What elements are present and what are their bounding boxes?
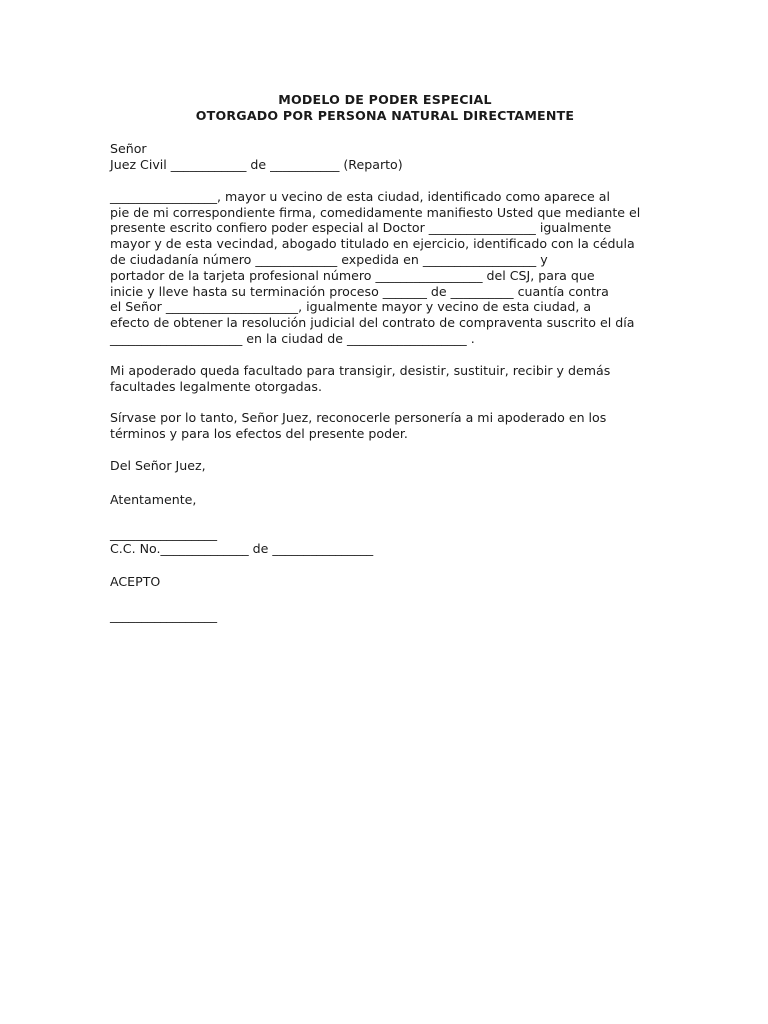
body-line: _________________, mayor u vecino de esta ciudad, identificado como aparece al xyxy=(110,188,611,204)
body-line: mayor y de esta vecindad, abogado titulado en ejercicio, identificado con la cédula xyxy=(110,236,635,252)
faculties-line: facultades legalmente otorgadas. xyxy=(110,378,322,394)
body-line: pie de mi correspondiente firma, comedidamente manifiesto Usted que mediante el xyxy=(110,204,641,220)
title-line-1: MODELO DE PODER ESPECIAL xyxy=(278,92,492,107)
body-line: _____________________ en la ciudad de ___________________ . xyxy=(110,330,475,346)
request-paragraph xyxy=(110,410,660,442)
request-line: Sírvase por lo tanto, Señor Juez, reconocerle personería a mi apoderado en los xyxy=(110,410,607,426)
document-page xyxy=(110,92,660,624)
document-title xyxy=(110,92,660,123)
body-line: portador de la tarjeta profesional número _________________ del CSJ, para que xyxy=(110,267,595,283)
salutation: Del Señor Juez, xyxy=(110,457,206,473)
request-line: términos y para los efectos del presente poder. xyxy=(110,426,408,442)
body-line: inicie y lleve hasta su terminación proceso _______ de __________ cuantía contra xyxy=(110,283,609,299)
title-line-2: OTORGADO POR PERSONA NATURAL DIRECTAMENTE xyxy=(195,107,575,123)
body-line: el Señor _____________________, igualmente mayor y vecino de esta ciudad, a xyxy=(110,299,592,315)
faculties-line: Mi apoderado queda facultado para transigir, desistir, sustituir, recibir y demás xyxy=(110,362,611,378)
body-line: presente escrito confiero poder especial al Doctor _________________ igualmente xyxy=(110,220,612,236)
signature-line: _________________ xyxy=(110,525,218,541)
addressee xyxy=(110,141,660,173)
addressee-line-2: Juez Civil ____________ de ___________ (Reparto) xyxy=(110,156,403,172)
accept-label: ACEPTO xyxy=(110,574,161,590)
body-line: efecto de obtener la resolución judicial del contrato de compraventa suscrito el día xyxy=(110,315,635,331)
signature-block xyxy=(110,526,660,558)
body-paragraph xyxy=(110,189,660,347)
closing: Atentamente, xyxy=(110,491,197,507)
accept-signature-line: _________________ xyxy=(110,607,218,623)
body-line: de ciudadanía número _____________ expedida en __________________ y xyxy=(110,251,548,267)
addressee-line-1: Señor xyxy=(110,141,147,157)
cc-line: C.C. No.______________ de ________________ xyxy=(110,541,374,557)
faculties-paragraph xyxy=(110,363,660,395)
